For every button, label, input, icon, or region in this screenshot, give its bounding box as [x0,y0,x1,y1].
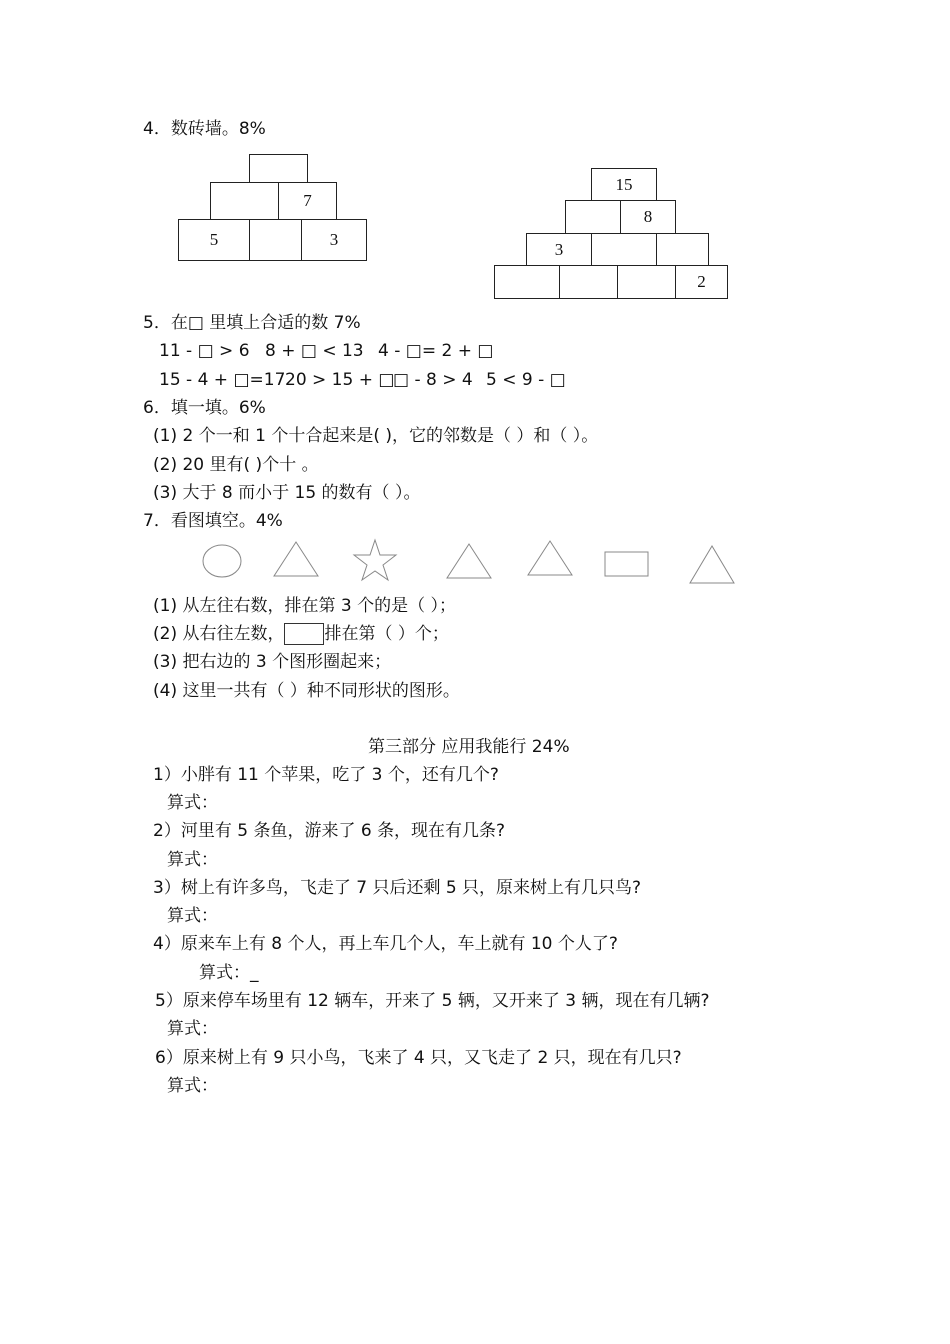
problem-6: 6）原来树上有 9 只小鸟，飞来了 4 只，又飞走了 2 只，现在有几只? [155,1048,682,1068]
q4-title: 4．数砖墙。8% [143,119,266,139]
q7-item2[interactable] [153,623,449,645]
brick: 15 [591,168,657,201]
q5-item[interactable]: 5 < 9 - □ [486,370,566,390]
triangle-shape [274,542,318,576]
star-shape [354,540,396,580]
q5-item[interactable]: 20 > 15 + □ [285,370,395,390]
circle-shape [203,545,241,577]
brick[interactable] [591,233,657,266]
q5-item[interactable]: □ - 8 > 4 [393,370,473,390]
brick: 8 [620,200,676,234]
problem-5: 5）原来停车场里有 12 辆车，开来了 5 辆，又开来了 3 辆，现在有几辆? [155,991,710,1011]
q5-title: 5．在□ 里填上合适的数 7% [143,313,361,333]
formula-4[interactable]: 算式：_ [199,963,259,983]
brick[interactable] [249,154,308,183]
brick[interactable] [565,200,621,234]
brick: 5 [178,219,250,261]
brick[interactable] [494,265,560,299]
q5-item[interactable]: 11 - □ > 6 [159,341,250,361]
q6-item[interactable]: (1) 2 个一和 1 个十合起来是( )，它的邻数是（ ）和（ ）。 [153,426,599,446]
rectangle-icon [284,623,324,645]
problem-4: 4）原来车上有 8 个人，再上车几个人，车上就有 10 个人了? [153,934,618,954]
brick: 2 [675,265,728,299]
rectangle-shape [605,552,648,576]
triangle-shape [528,541,572,575]
part3-title: 第三部分 应用我能行 24% [368,737,570,757]
q7-item1[interactable]: (1) 从左往右数，排在第 3 个的是（ ）； [153,596,457,616]
problem-1: 1）小胖有 11 个苹果，吃了 3 个，还有几个? [153,765,499,785]
brick[interactable] [656,233,709,266]
brick: 3 [301,219,367,261]
q5-item[interactable]: 15 - 4 + □=17 [159,370,286,390]
brick: 3 [526,233,592,266]
brick[interactable] [559,265,618,299]
formula-2[interactable]: 算式： [167,850,218,870]
formula-6[interactable]: 算式： [167,1076,218,1096]
q7-item2-part1: (2) 从右往左数， [153,624,285,644]
q6-item[interactable]: (3) 大于 8 而小于 15 的数有（ ）。 [153,483,421,503]
formula-3[interactable]: 算式： [167,906,218,926]
q7-item3: (3) 把右边的 3 个图形圈起来； [153,652,392,672]
formula-1[interactable]: 算式： [167,793,218,813]
q5-item[interactable]: 4 - □= 2 + □ [378,341,494,361]
problem-2: 2）河里有 5 条鱼，游来了 6 条，现在有几条? [153,821,506,841]
q6-title: 6．填一填。6% [143,398,266,418]
triangle-shape [447,544,491,578]
triangle-shape [690,546,734,583]
q6-item[interactable]: (2) 20 里有( )个十 。 [153,455,319,475]
brick: 7 [278,182,337,220]
shape-row [195,536,755,588]
problem-3: 3）树上有许多鸟，飞走了 7 只后还剩 5 只，原来树上有几只鸟? [153,878,642,898]
brick[interactable] [249,219,302,261]
brick[interactable] [617,265,676,299]
q7-item4[interactable]: (4) 这里一共有（ ）种不同形状的图形。 [153,681,460,701]
formula-5[interactable]: 算式： [167,1019,218,1039]
brick[interactable] [210,182,279,220]
q7-title: 7．看图填空。4% [143,511,283,531]
q7-item2-part2: 排在第（ ）个； [324,624,449,644]
q5-item[interactable]: 8 + □ < 13 [265,341,364,361]
